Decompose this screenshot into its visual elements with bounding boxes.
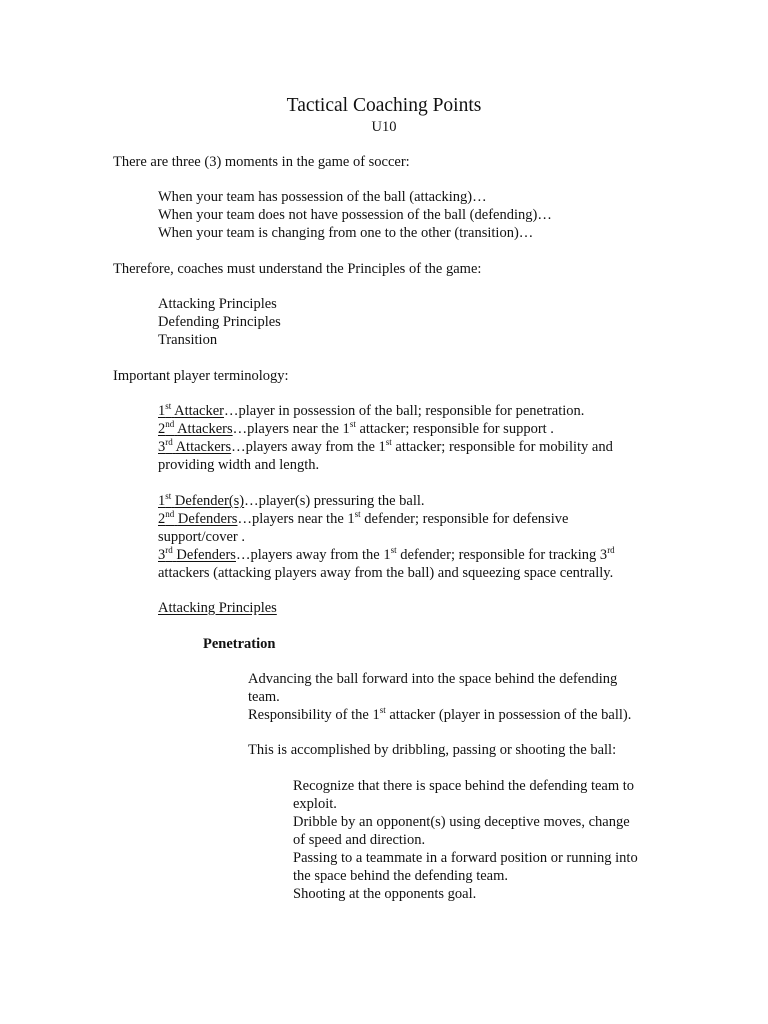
point-line: exploit. [293,796,337,812]
first-defender-desc: …player(s) pressuring the ball. [244,493,425,509]
moment-defending: When your team does not have possession of the ball (defending)… [158,207,552,223]
first-attacker-desc: …player in possession of the ball; responsible for penetration. [224,403,585,419]
principle-transition: Transition [158,332,218,348]
principle-attacking: Attacking Principles [158,296,277,312]
second-attacker-term: 2nd Attackers [158,419,233,437]
point-line: Recognize that there is space behind the defending team to [293,778,635,794]
second-defender-cont: support/cover . [158,529,245,545]
penetration-heading: Penetration [203,636,276,652]
point-line: the space behind the defending team. [293,868,509,884]
third-defender-cont: attackers (attacking players away from the ball) and squeezing space centrally. [158,565,614,581]
therefore-text: Therefore, coaches must understand the Principles of the game: [113,261,482,277]
page-subtitle: U10 [371,119,397,135]
point-line: of speed and direction. [293,832,426,848]
accomplished-text: This is accomplished by dribbling, passing or shooting the ball: [248,742,617,758]
first-attacker-line [158,402,584,420]
point-line: Dribble by an opponent(s) using deceptive moves, change [293,814,630,830]
penetration-line-2: team. [248,689,280,705]
second-attacker-line: 2nd Attackers…players near the 1st attacker; responsible for support . [158,419,554,437]
third-attacker-term: 3rd Attackers [158,437,232,455]
moment-attacking: When your team has possession of the ball (attacking)… [158,189,487,205]
point-line: Shooting at the opponents goal. [293,886,477,902]
third-attacker-line: 3rd Attackers…players away from the 1st attacker; responsible for mobility and [158,437,613,455]
third-defender-term: 3rd Defenders [158,545,236,563]
point-line: Passing to a teammate in a forward position or running into [293,850,638,866]
second-defender-term: 2nd Defenders [158,509,238,527]
second-defender-line: 2nd Defenders…players near the 1st defender; responsible for defensive [158,509,569,527]
principle-defending: Defending Principles [158,314,281,330]
intro-text: There are three (3) moments in the game of soccer: [113,154,410,170]
first-defender-term: 1st Defender(s) [158,491,245,509]
penetration-line-3: Responsibility of the 1st attacker (player in possession of the ball). [248,705,632,723]
terminology-heading: Important player terminology: [113,368,289,384]
moment-transition: When your team is changing from one to the other (transition)… [158,225,534,241]
third-defender-line: 3rd Defenders…players away from the 1st defender; responsible for tracking 3rd [158,545,615,563]
penetration-line-1: Advancing the ball forward into the space behind the defending [248,671,618,687]
first-defender-line [158,492,425,510]
third-attacker-cont: providing width and length. [158,457,320,473]
first-attacker-term: 1st Attacker [158,401,225,419]
attacking-principles-heading: Attacking Principles [158,600,277,616]
page-title: Tactical Coaching Points [286,95,482,116]
